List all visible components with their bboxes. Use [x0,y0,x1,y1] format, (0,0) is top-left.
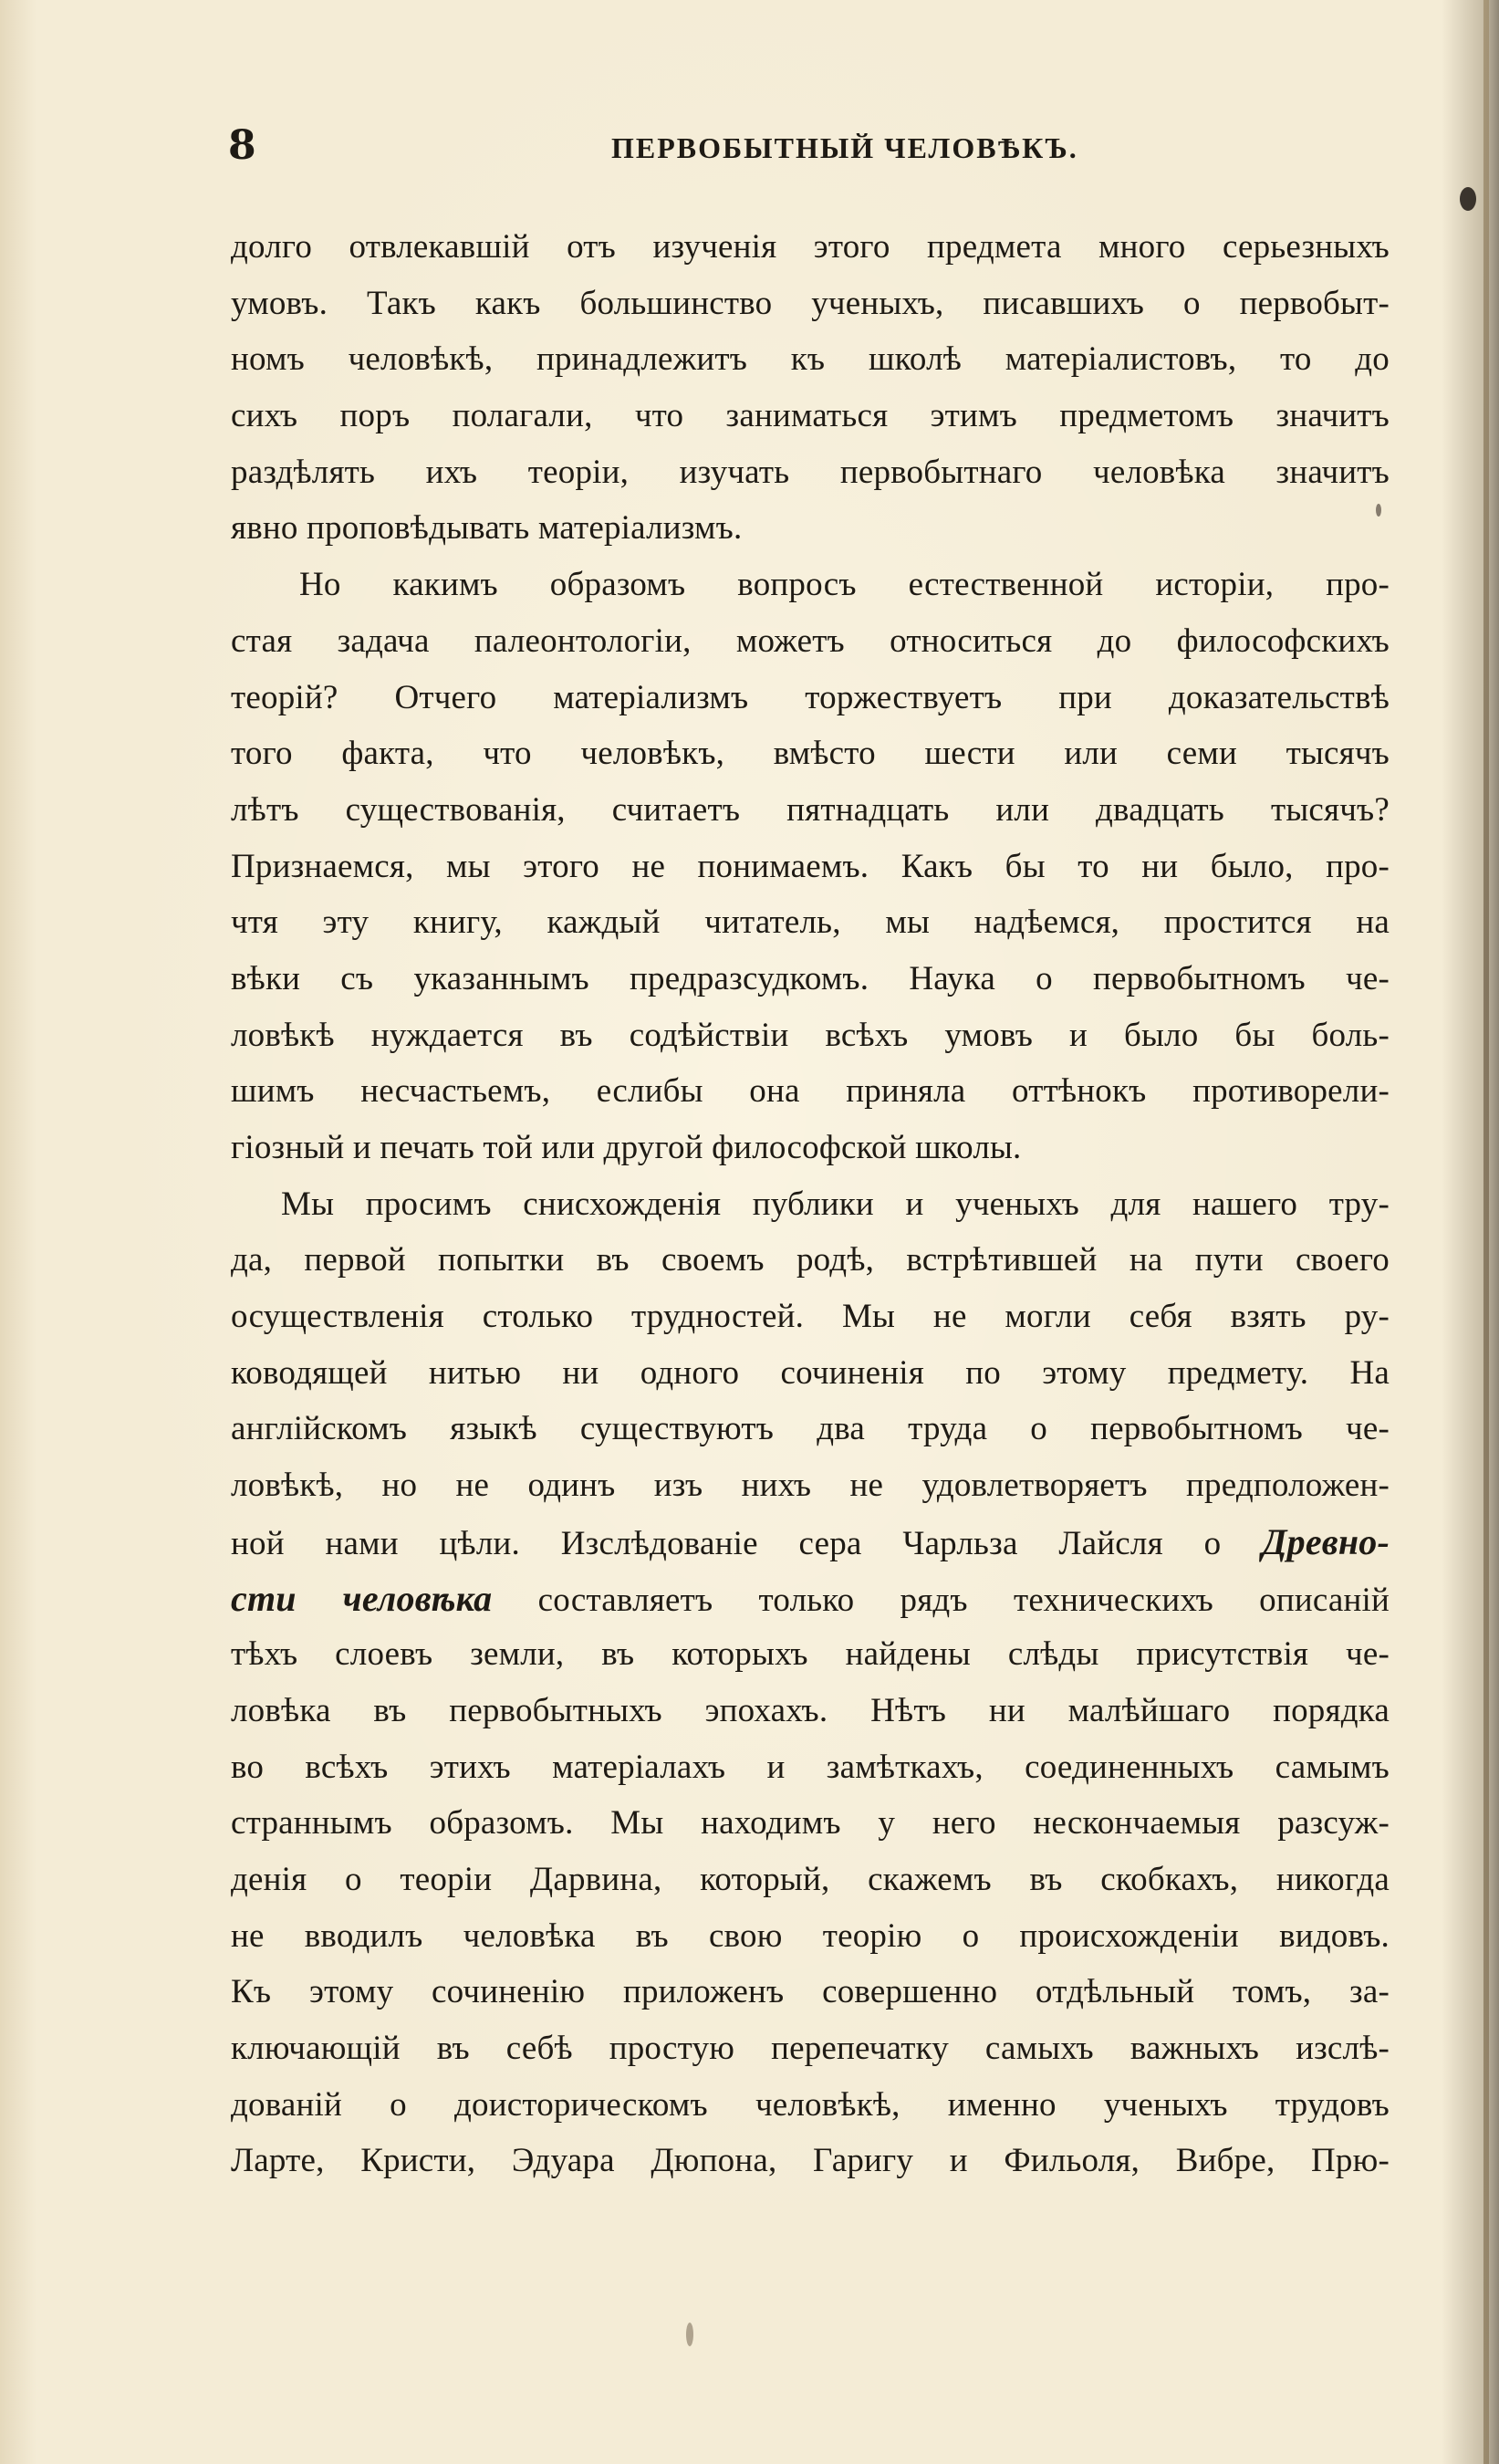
text-line [231,1514,1390,1571]
text-line: лѣтъ существованія, считаетъ пятнадцать или двадцать тысячъ? [231,790,1390,829]
text-line: тѣхъ слоевъ земли, въ которыхъ найдены слѣды присутствія че- [231,1635,1390,1674]
text-line: умовъ. Такъ какъ большинство ученыхъ, писавшихъ о первобыт- [231,284,1390,322]
body-text [231,219,1390,2189]
text-line: дованій о доисторическомъ человѣкѣ, именно ученыхъ трудовъ [231,2085,1390,2124]
running-title: ПЕРВОБЫТНЫЙ ЧЕЛОВѢКЪ. [611,131,1078,164]
text-line: денія о теоріи Дарвина, который, скажемъ въ скобкахъ, никогда [231,1860,1390,1898]
text-line: да, первой попытки въ своемъ родѣ, встрѣтившей на пути своего [231,1241,1390,1279]
ink-speck [686,2323,693,2346]
text-line: того факта, что человѣкъ, вмѣсто шести или семи тысячъ [231,735,1390,773]
text-line: теорій? Отчего матеріализмъ торжествуетъ при доказательствѣ [231,678,1390,716]
text-line: Къ этому сочиненію приложенъ совершенно отдѣльный томъ, за- [231,1973,1390,2011]
text-segment: ной нами цѣли. Изслѣдованіе сера Чарльза Лайсля о [231,1524,1222,1562]
text-line: раздѣлять ихъ теоріи, изучать первобытнаго человѣка значитъ [231,453,1390,491]
text-line: англійскомъ языкѣ существуютъ два труда о первобытномъ че- [231,1410,1390,1448]
text-line: ключающій въ себѣ простую перепечатку самыхъ важныхъ изслѣ- [231,2030,1390,2067]
text-line: ловѣка въ первобытныхъ эпохахъ. Нѣтъ ни малѣйшаго порядка [231,1691,1390,1729]
text-line: Ларте, Кристи, Эдуара Дюпона, Гаригу и Фильоля, Вибре, Прю- [231,2142,1390,2180]
page-header [228,119,1396,173]
text-line: ководящей нитью ни одного сочиненія по этому предмету. На [231,1353,1390,1392]
text-line: вѣки съ указаннымъ предразсудкомъ. Наука о первобытномъ че- [231,959,1390,997]
text-line: Но какимъ образомъ вопросъ естественной исторіи, про- [299,566,1390,604]
text-line: не вводилъ человѣка въ свою теорію о происхожденіи видовъ. [231,1916,1390,1955]
book-title-italic: сти человѣка [231,1577,493,1619]
text-line: явно проповѣдывать матеріализмъ. [231,509,743,548]
book-title-italic: Древно- [1262,1520,1390,1562]
text-segment: составляетъ только рядъ техническихъ описаній [537,1581,1390,1619]
text-line: ловѣкѣ нуждается въ содѣйствіи всѣхъ умовъ и было бы боль- [231,1016,1390,1054]
text-line: чтя эту книгу, каждый читатель, мы надѣемся, простится на [231,903,1390,942]
text-line: Признаемся, мы этого не понимаемъ. Какъ бы то ни было, про- [231,847,1390,885]
ink-smudge [1460,187,1476,211]
text-line: во всѣхъ этихъ матеріалахъ и замѣткахъ, соединенныхъ самымъ [231,1748,1390,1786]
book-gutter [1483,0,1489,2464]
text-line: Мы просимъ снисхожденія публики и ученыхъ для нашего тру- [281,1185,1390,1223]
text-line: шимъ несчастьемъ, еслибы она приняла оттѣнокъ противорели- [231,1072,1390,1111]
text-line: стая задача палеонтологіи, можетъ относиться до философскихъ [231,621,1390,660]
text-line [231,1571,1390,1627]
text-line: долго отвлекавшій отъ изученія этого предмета много серьезныхъ [231,228,1390,266]
text-line: ловѣкѣ, но не одинъ изъ нихъ не удовлетворяетъ предположен- [231,1467,1390,1505]
text-line: гіозный и печать той или другой философской школы. [231,1129,1022,1166]
text-line: сихъ поръ полагали, что заниматься этимъ предметомъ значитъ [231,397,1390,435]
text-line: номъ человѣкѣ, принадлежитъ къ школѣ матеріалистовъ, то до [231,340,1390,379]
text-line: страннымъ образомъ. Мы находимъ у него нескончаемыя разсуж- [231,1804,1390,1843]
text-line: осуществленія столько трудностей. Мы не могли себя взять ру- [231,1298,1390,1336]
page-number: 8 [228,122,256,169]
